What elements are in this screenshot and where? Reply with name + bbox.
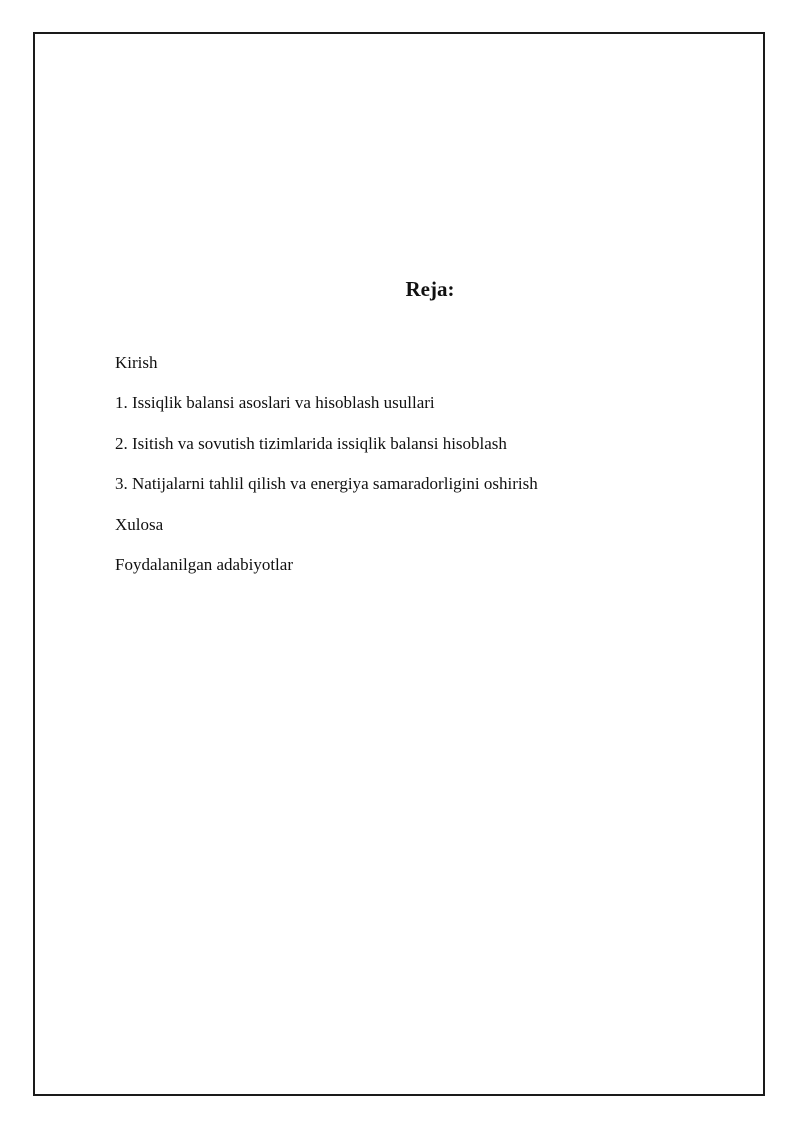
toc-item-section-3: 3. Natijalarni tahlil qilish va energiya samaradorligini oshirish <box>115 474 538 494</box>
toc-item-section-1: 1. Issiqlik balansi asoslari va hisoblash usullari <box>115 393 435 413</box>
toc-item-conclusion: Xulosa <box>115 514 164 534</box>
page-title: Reja: <box>405 277 455 301</box>
table-of-contents <box>115 352 538 594</box>
toc-item-section-2: 2. Isitish va sovutish tizimlarida issiqlik balansi hisoblash <box>115 433 507 453</box>
toc-item-introduction: Kirish <box>115 353 158 372</box>
toc-item-references: Foydalanilgan adabiyotlar <box>115 554 293 574</box>
